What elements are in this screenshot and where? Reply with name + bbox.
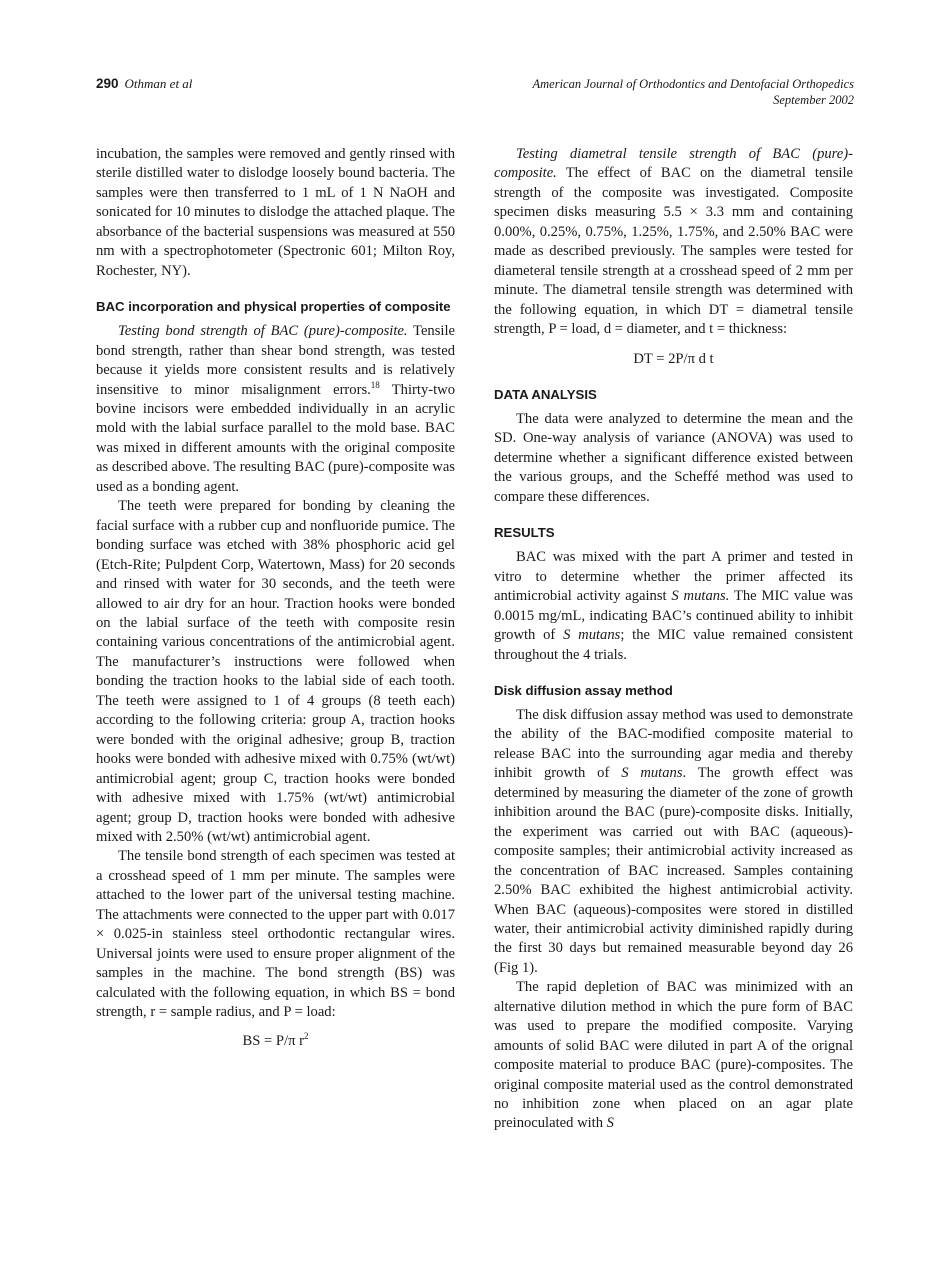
paragraph-disk-diffusion [494, 706, 853, 978]
paragraph: The data were analyzed to determine the mean and the SD. One-way analysis of variance (ANOVA) was used to determine whether a significant difference existed between the various groups, and the Scheffé method was used to compare these differences. [494, 410, 853, 505]
text-run: The rapid depletion of BAC was minimized with an alternative dilution method in which the pure form of BAC was used to prepare the modified composite. Varying amounts of solid BAC were diluted in part A of the orignal composite material to produce BAC (pure)-composites. The original composite material used as the control demonstrated no inhibition zone when placed on an agar plate preinoculated with [494, 979, 853, 1132]
paragraph-diametral-tensile [494, 145, 853, 340]
text-run: The MIC value was 0.0015 mg/mL, indicating BAC’s continued ability to inhibit growth of [494, 588, 854, 644]
equation-bond-strength [96, 1032, 455, 1051]
run-in-heading: Testing diametral tensile strength of BAC (pure)-composite. [494, 146, 853, 182]
page-number: 290 [96, 76, 119, 91]
species-name: S [606, 1115, 614, 1132]
paragraph: The tensile bond strength of each specimen was tested at a crosshead speed of 1 mm per minute. The samples were attached to the lower part of the universal testing machine. The attachments were connected to the upper part with 0.017 × 0.025-in stainless steel orthodontic rectangular wires. Universal joints were used to ensure proper alignment of the samples in the machine. The bond strength (BS) was calculated with the following equation, in which BS = bond strength, r = sample radius, and P = load: [96, 848, 455, 1021]
text-run: Tensile bond strength, rather than shear bond strength, was tested because it yields more consistent results and is relatively insensitive to minor misalignment errors. [96, 323, 455, 398]
section-heading-data-analysis: DATA ANALYSIS [494, 386, 597, 402]
right-column [494, 145, 853, 1134]
header-left [96, 76, 192, 92]
paragraph-results [494, 548, 853, 665]
equation-diametral-tensile: DT = 2P/π d t [633, 350, 714, 367]
text-run: . The growth effect was determined by measuring the diameter of the zone of growth inhibition around the BAC (pure)-composite disks. Initially, the experiment was carried out with BAC (aqueous)-composite samples; their antimicrobial activity increased as the concentration of BAC increased. Samples containing 2.50% BAC exhibited the highest antimicrobial activity. When BAC (aqueous)-composites were stored in distilled water, their antimicrobial activity diminished rapidly during the first 30 days but remained measurable beyond day 26 (Fig 1). [494, 765, 854, 976]
reference-number: 18 [370, 379, 380, 390]
text-run: ; the MIC value remained consistent throughout the 4 trials. [494, 627, 853, 663]
section-heading-results: RESULTS [494, 525, 555, 541]
left-column [96, 145, 455, 1062]
equation-text: BS = P/π r [242, 1033, 304, 1050]
journal-name: American Journal of Orthodontics and Dentofacial Orthopedics [532, 77, 854, 91]
paragraph: The teeth were prepared for bonding by cleaning the facial surface with a rubber cup and nonfluoride pumice. The bonding surface was etched with 38% phosphoric acid gel (Etch-Rite; Pulpdent Corp, Watertown, Mass) for 20 seconds and rinsed with water for 30 seconds, and the teeth were allowed to air dry for an hour. Traction hooks were bonded on the labial surface of the teeth with composite resin containing various concentrations of the antimicrobial agent. The manufacturer’s instructions were followed when bonding the traction hooks to the labial side of each tooth. The teeth were assigned to 1 of 4 groups (8 teeth each) according to the following criteria: group A, traction hooks were bonded with the original adhesive; group B, traction hooks were bonded with adhesive mixed with 0.75% (wt/wt) antimicrobial agent; group C, traction hooks were bonded with adhesive mixed with 1.75% (wt/wt) antimicrobial agent; group D, traction hooks were bonded with adhesive mixed with 2.50% (wt/wt) antimicrobial agent. [96, 498, 455, 845]
equation-exponent: 2 [303, 1031, 309, 1042]
journal-date: September 2002 [773, 93, 854, 107]
text-run: BAC was mixed with the part A primer and tested in vitro to determine whether the primer affected its antimicrobial activity against [494, 549, 853, 605]
page-header [96, 76, 854, 116]
species-name: S mutans. [671, 588, 730, 605]
species-name: S mutans [563, 627, 621, 644]
text-run: The disk diffusion assay method was used to demonstrate the ability of the BAC-modified composite material to release BAC into the surrounding agar media and thereby inhibit growth of [494, 706, 853, 782]
running-authors: Othman et al [124, 76, 193, 91]
section-heading-bac-incorporation: BAC incorporation and physical properties of composite [96, 299, 451, 315]
section-heading-disk-diffusion: Disk diffusion assay method [494, 682, 673, 698]
paragraph: incubation, the samples were removed and gently rinsed with sterile distilled water to dislodge loosely bound bacteria. The samples were then transferred to 1 mL of 1 N NaOH and sonicated for 10 minutes to dislodge the attached plaque. The absorbance of the bacterial suspensions was measured at 550 nm with a spectrophotometer (Spectronic 601; Milton Roy, Rochester, NY). [96, 146, 455, 279]
text-run: Thirty-two bovine incisors were embedded individually in an acrylic mold with the labial surface parallel to the mold base. BAC was mixed in different amounts with the original composite as described above. The resulting BAC (pure)-composite was used as a bonding agent. [96, 381, 455, 495]
paragraph-depletion [494, 978, 853, 1134]
journal-info [533, 76, 855, 108]
paragraph-bond-strength [96, 322, 455, 497]
species-name: S mutans [621, 765, 683, 782]
run-in-heading: Testing bond strength of BAC (pure)-composite. [118, 323, 408, 340]
text-run: The effect of BAC on the diametral tensile strength of the composite was investigated. Composite specimen disks measuring 5.5 × 3.3 mm and containing 0.00%, 0.25%, 0.75%, 1.25%, 1.75%, and 2.50% BAC were made as described previously. The samples were tested for diameteral tensile strength at a crosshead speed of 2 mm per minute. The diametral tensile strength was determined with the following equation, in which DT = diametral tensile strength, P = load, d = diameter, and t = thickness: [494, 165, 853, 338]
